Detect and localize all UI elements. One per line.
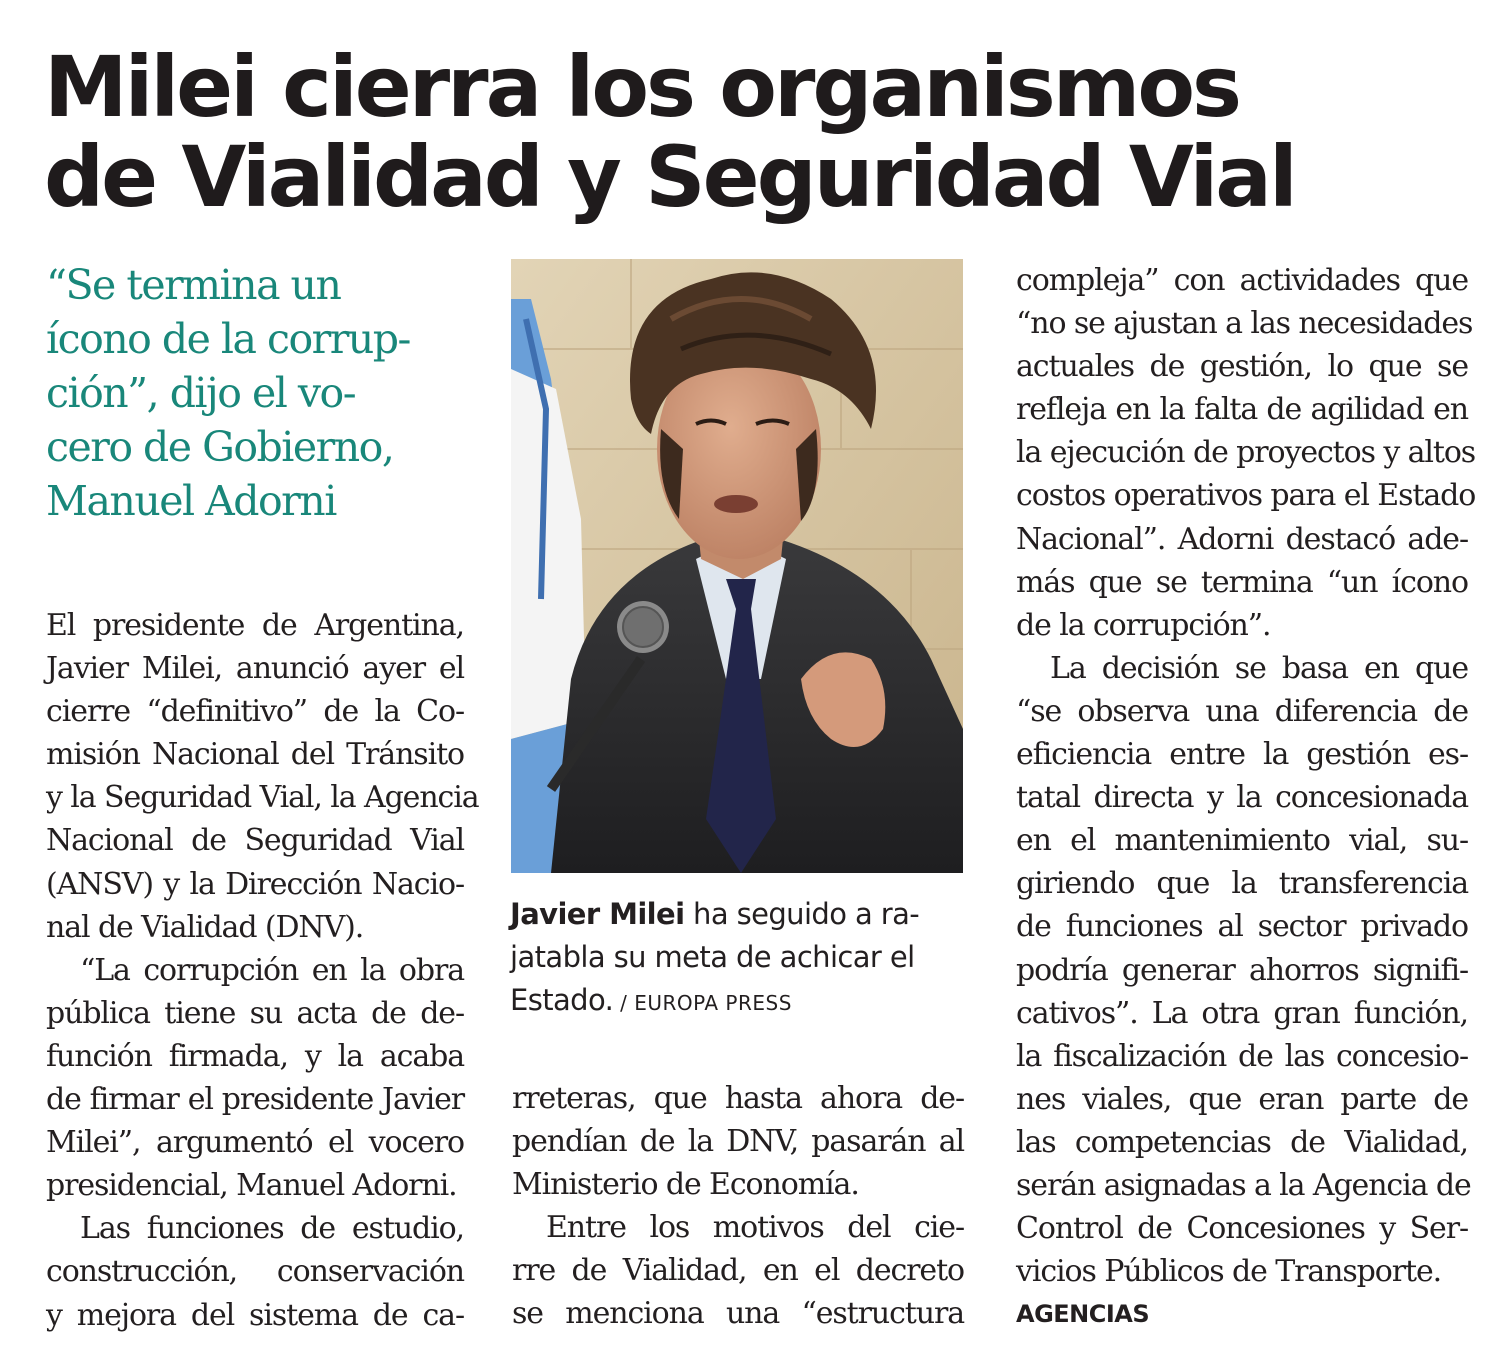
body-line: vicios Públicos de Transporte. <box>1016 1254 1442 1290</box>
body-line: en el mantenimiento vial, su- <box>1016 823 1468 859</box>
subhead-line: cero de Gobierno, <box>46 423 394 471</box>
subhead-line: “Se termina un <box>46 261 341 309</box>
headline-line-1: Milei cierra los organismos <box>44 38 1240 136</box>
body-line: Entre los motivos del cie- <box>546 1210 964 1246</box>
body-line: Las funciones de estudio, <box>80 1211 464 1247</box>
body-line: “La corrupción en la obra <box>80 952 464 988</box>
caption-name: Javier Milei <box>510 897 685 931</box>
subhead-line: Manuel Adorni <box>46 477 336 525</box>
body-line: pública tiene su acta de de- <box>46 995 464 1031</box>
body-line: compleja” con actividades que <box>1016 263 1468 298</box>
body-line: Ministerio de Economía. <box>512 1167 859 1203</box>
body-line: (ANSV) y la Dirección Nacio- <box>46 866 464 902</box>
byline-signature: AGENCIAS <box>1016 1300 1150 1328</box>
body-line: costos operativos para el Estado <box>1016 478 1476 514</box>
body-line: giriendo que la transferencia <box>1016 866 1468 902</box>
headline-line-2: de Vialidad y Seguridad Vial <box>44 128 1295 226</box>
body-line: Milei”, argumentó el vocero <box>46 1125 464 1161</box>
body-line: pendían de la DNV, pasarán al <box>512 1124 964 1160</box>
body-line: La decisión se basa en que <box>1050 650 1468 686</box>
body-line: nal de Vialidad (DNV). <box>46 909 364 945</box>
body-line: se menciona una “estructura <box>512 1296 964 1332</box>
caption-line: jatabla su meta de achicar el <box>510 940 915 974</box>
body-line: la ejecución de proyectos y altos <box>1016 435 1476 471</box>
body-line: misión Nacional del Tránsito <box>46 737 464 773</box>
body-line: Nacional”. Adorni destacó ade- <box>1016 521 1468 557</box>
subhead-line: ción”, dijo el vo- <box>46 369 356 417</box>
body-line: Control de Concesiones y Ser- <box>1016 1211 1468 1247</box>
body-line: y mejora del sistema de ca- <box>46 1297 464 1333</box>
caption-line <box>510 893 970 936</box>
body-line: construcción, conservación <box>46 1254 464 1290</box>
caption-text: ha seguido a ra- <box>684 897 920 931</box>
body-line: nes viales, que eran parte de <box>1016 1081 1468 1117</box>
body-line: rre de Vialidad, en el decreto <box>512 1253 964 1289</box>
photo-credit: / EUROPA PRESS <box>613 991 792 1015</box>
body-line: de la corrupción”. <box>1016 607 1271 643</box>
body-line: “no se ajustan a las necesidades <box>1016 306 1473 342</box>
caption-text: Estado. <box>510 983 614 1017</box>
body-line: Nacional de Seguridad Vial <box>46 823 464 859</box>
body-line: serán asignadas a la Agencia de <box>1016 1167 1471 1203</box>
body-line: más que se termina “un ícono <box>1016 564 1468 600</box>
body-line: función firmada, y la acaba <box>46 1038 464 1074</box>
body-line: de funciones al sector privado <box>1016 909 1468 945</box>
body-line: la fiscalización de las concesio- <box>1016 1038 1468 1074</box>
body-line: tatal directa y la concesionada <box>1016 780 1468 816</box>
caption-line <box>510 979 970 1025</box>
subhead-line: ícono de la corrup- <box>46 315 410 363</box>
body-line: “se observa una diferencia de <box>1016 693 1468 729</box>
body-line: rreteras, que hasta ahora de- <box>512 1081 964 1116</box>
body-line: podría generar ahorros signifi- <box>1016 952 1468 988</box>
body-line: cativos”. La otra gran función, <box>1016 995 1468 1031</box>
body-line: de firmar el presidente Javier <box>46 1082 464 1118</box>
article-photo <box>511 259 963 873</box>
photo-caption <box>510 893 970 1025</box>
body-column-3 <box>1016 259 1476 1293</box>
body-line: y la Seguridad Vial, la Agencia <box>46 780 479 816</box>
headline <box>44 38 1484 226</box>
subhead <box>46 258 466 528</box>
body-column-2 <box>512 1077 964 1336</box>
body-line: eficiencia entre la gestión es- <box>1016 737 1468 773</box>
body-column-1 <box>46 604 479 1337</box>
body-line: las competencias de Vialidad, <box>1016 1124 1468 1160</box>
body-line: presidencial, Manuel Adorni. <box>46 1168 457 1204</box>
body-line: El presidente de Argentina, <box>46 608 464 643</box>
body-line: refleja en la falta de agilidad en <box>1016 392 1468 428</box>
body-line: cierre “definitivo” de la Co- <box>46 694 464 730</box>
body-line: Javier Milei, anunció ayer el <box>46 651 464 687</box>
body-line: actuales de gestión, lo que se <box>1016 349 1468 385</box>
